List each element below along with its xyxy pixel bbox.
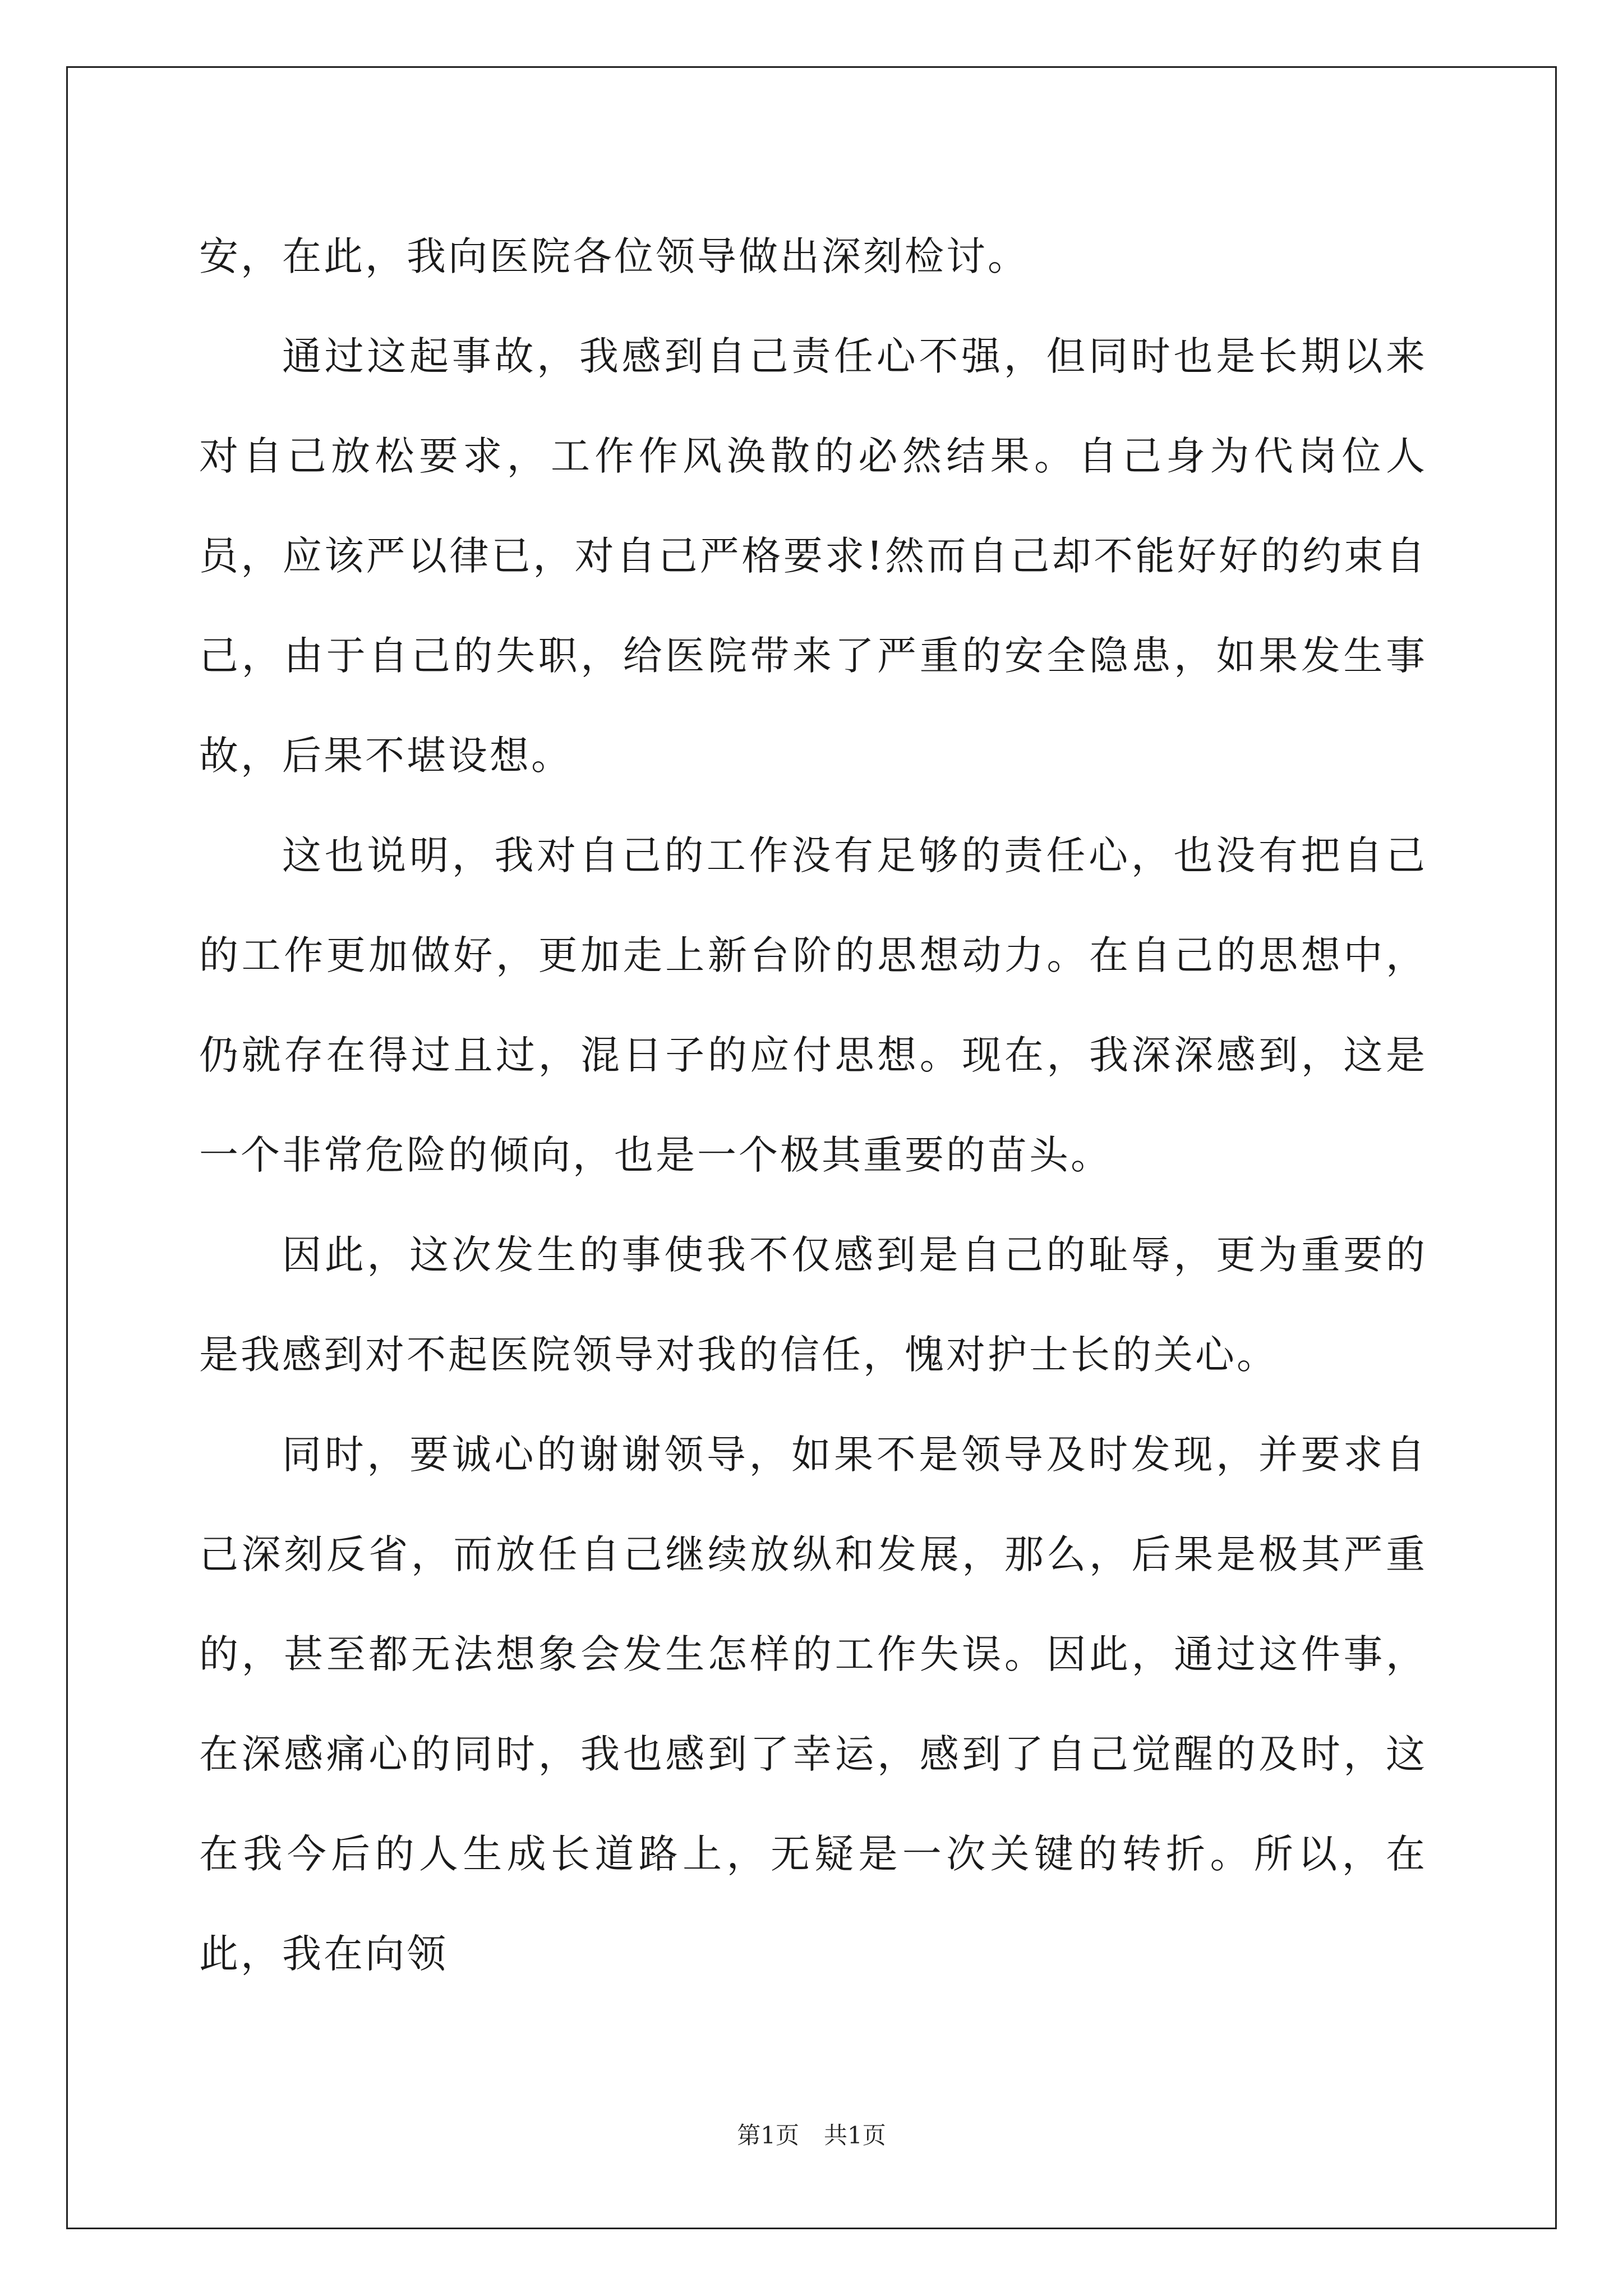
paragraph-4: 因此，这次发生的事使我不仅感到是自己的耻辱，更为重要的是我感到对不起医院领导对我的信任，愧对护士长的关心。 [199, 1232, 1427, 1378]
page-footer [0, 2122, 1623, 2150]
document-body [199, 206, 1427, 2004]
paragraph-2: 通过这起事故，我感到自己责任心不强，但同时也是长期以来对自己放松要求，工作作风涣散的必然结果。自己身为代岗位人员，应该严以律已，对自己严格要求!然而自己却不能好好的约束自己，由于自己的失职，给医院带来了严重的安全隐患，如果发生事故，后果不堪设想。 [199, 333, 1427, 779]
paragraph-3: 这也说明，我对自己的工作没有足够的责任心，也没有把自己的工作更加做好，更加走上新台阶的思想动力。在自己的思想中，仍就存在得过且过，混日子的应付思想。现在，我深深感到，这是一个非常危险的倾向，也是一个极其重要的苗头。 [199, 832, 1427, 1178]
paragraph-1: 安，在此，我向医院各位领导做出深刻检讨。 [199, 233, 1029, 279]
page-number: 第1页 [737, 2122, 799, 2149]
paragraph-5: 同时，要诚心的谢谢领导，如果不是领导及时发现，并要求自己深刻反省，而放任自己继续放纵和发展，那么，后果是极其严重的，甚至都无法想象会发生怎样的工作失误。因此，通过这件事，在深感痛心的同时，我也感到了幸运，感到了自己觉醒的及时，这在我今后的人生成长道路上，无疑是一次关键的转折。所以，在此，我在向领 [199, 1432, 1427, 1977]
page-total: 共1页 [824, 2122, 886, 2149]
